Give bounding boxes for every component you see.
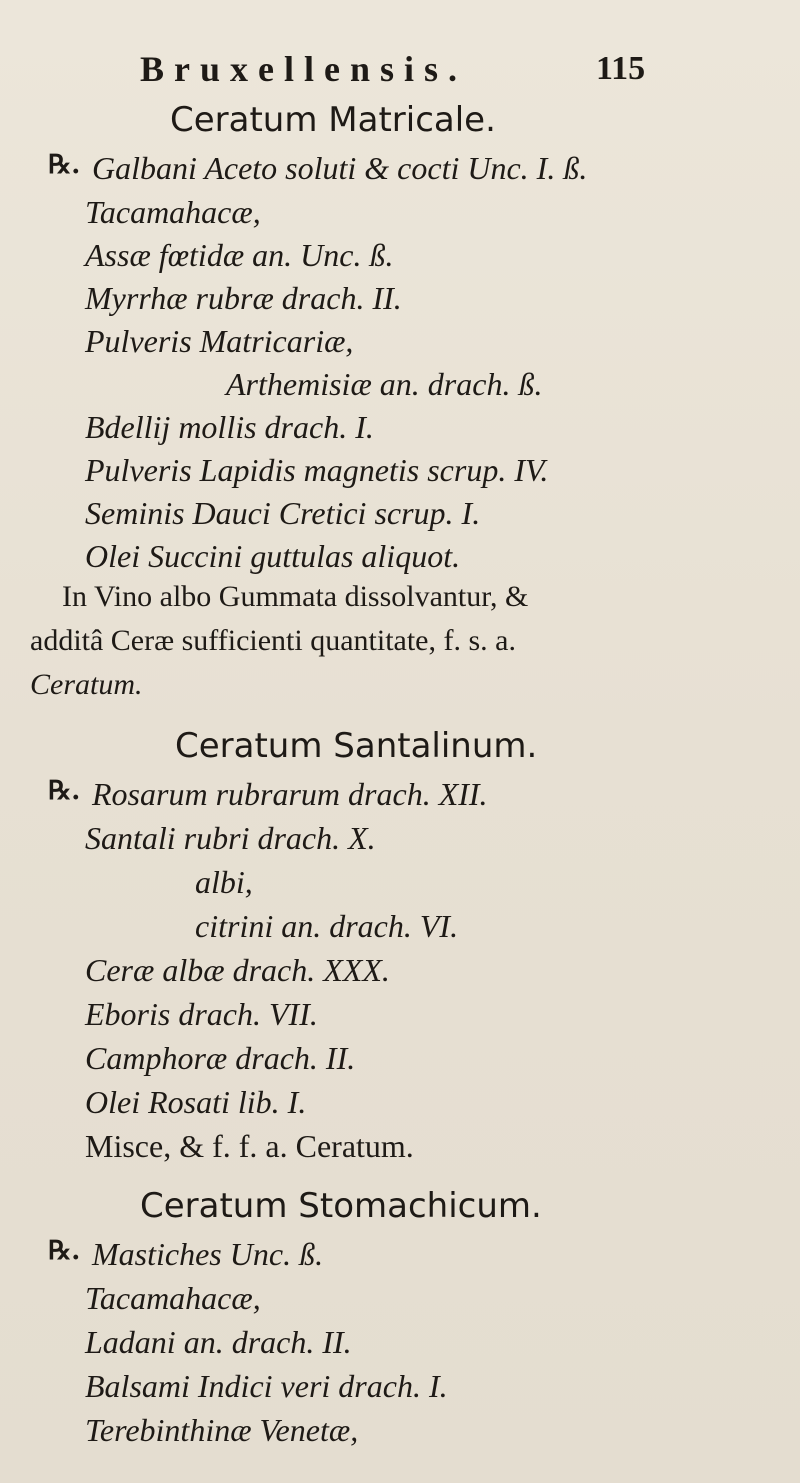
ingredient-line: Mastiches Unc. ß. [92,1236,324,1272]
section-title-stomachicum: Ceratum Stomachicum. [140,1186,542,1226]
ingredient-line: Pulveris Lapidis magnetis scrup. IV. [85,452,549,488]
ingredient-line: Myrrhæ rubræ drach. II. [85,280,402,316]
closing-line: Misce, & f. f. a. Ceratum. [85,1128,414,1164]
ingredient-line: Assæ fœtidæ an. Unc. ß. [85,237,394,273]
ingredient-line: Camphoræ drach. II. [85,1040,356,1076]
ingredient-line: Ladani an. drach. II. [85,1324,352,1360]
ingredient-line: Santali rubri drach. X. [85,820,376,856]
page-number: 115 [596,50,646,87]
recipe-symbol: ℞. [48,776,81,806]
ingredient-line: Balsami Indici veri drach. I. [85,1368,448,1404]
ingredient-line: Rosarum rubrarum drach. XII. [92,776,488,812]
ingredient-line: Olei Succini guttulas aliquot. [85,538,461,574]
instruction-line: Ceratum. [30,668,143,701]
ingredient-line: Terebinthinæ Venetæ, [85,1412,359,1448]
instruction-line: additâ Ceræ sufficienti quantitate, f. s. a. [30,624,516,657]
recipe-symbol: ℞. [48,150,81,180]
ingredient-line: Galbani Aceto soluti & cocti Unc. I. ß. [92,150,588,186]
ingredient-line: Tacamahacæ, [85,194,261,230]
running-head: Bruxellensis. [140,49,468,89]
section-title-matricale: Ceratum Matricale. [170,100,496,140]
ingredient-line: Arthemisiæ an. drach. ß. [226,366,543,402]
ingredient-line: Eboris drach. VII. [85,996,318,1032]
recipe-symbol: ℞. [48,1236,81,1266]
ingredient-line: Tacamahacæ, [85,1280,261,1316]
ingredient-line: Pulveris Matricariæ, [85,323,354,359]
ingredient-line: albi, [195,864,253,900]
ingredient-line: Seminis Dauci Cretici scrup. I. [85,495,481,531]
section-title-santalinum: Ceratum Santalinum. [175,726,538,766]
ingredient-line: Bdellij mollis drach. I. [85,409,374,445]
instruction-line: In Vino albo Gummata dissolvantur, & [62,580,529,613]
ingredient-line: citrini an. drach. VI. [195,908,459,944]
ingredient-line: Olei Rosati lib. I. [85,1084,307,1120]
ingredient-line: Ceræ albæ drach. XXX. [85,952,390,988]
